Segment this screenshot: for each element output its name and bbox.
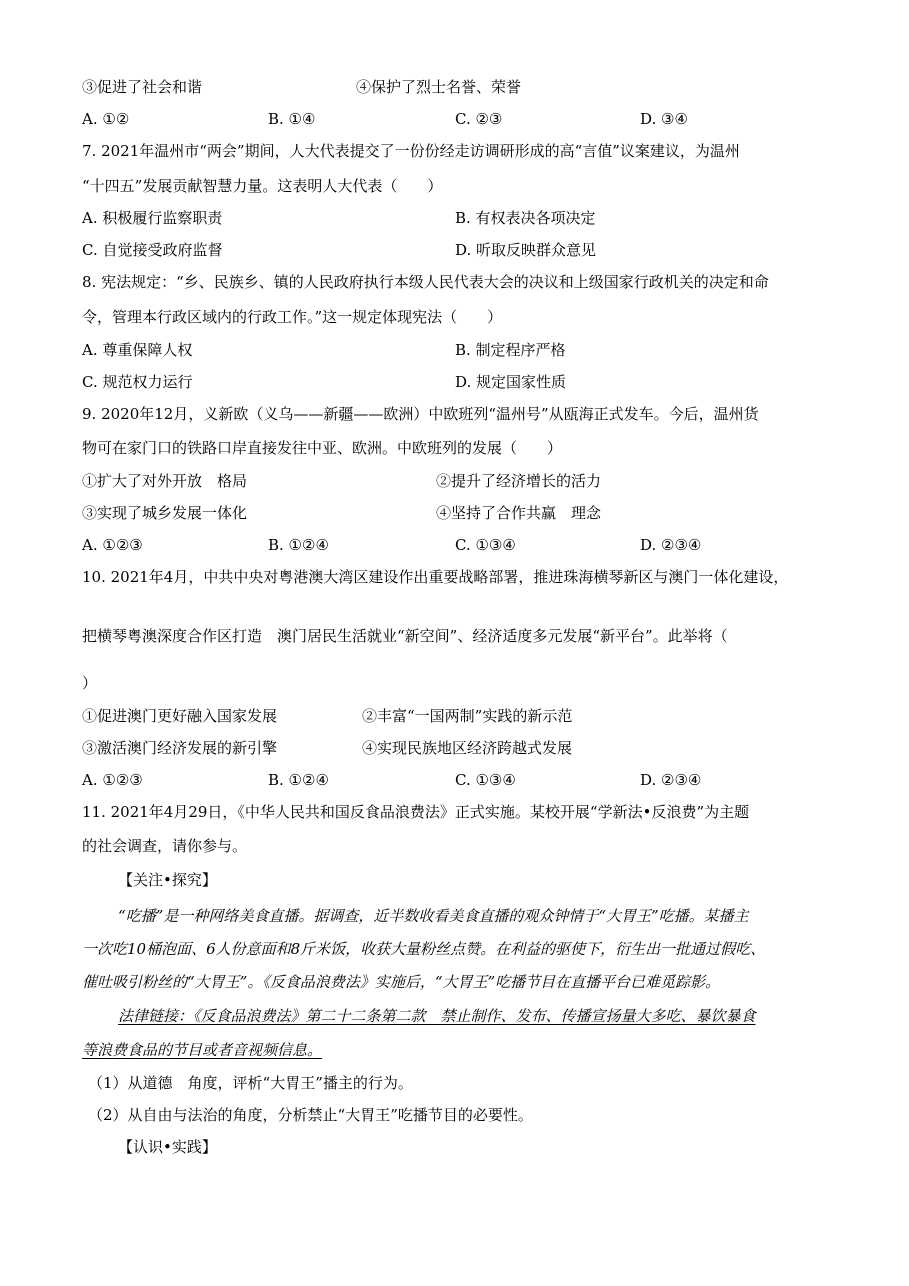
q10-option-3: ③激活澳门经济发展的新引擎 [82,739,278,757]
q8-choice-b: B. 制定程序严格 [455,341,566,359]
q8-choice-a: A. 尊重保障人权 [82,341,193,359]
q7-choice-b: B. 有权表决各项决定 [455,209,596,227]
q9-choice-d: D. ②③④ [640,536,702,554]
prev-choice-a: A. ①② [82,110,130,128]
q11-subquestion-2: （2）从自由与法治的角度，分析禁止“大胃王”吃播节目的必要性。 [88,1106,533,1124]
q9-choice-a: A. ①②③ [82,536,143,554]
q10-choice-a: A. ①②③ [82,771,143,789]
q9-choice-b: B. ①②④ [268,536,329,554]
q8-stem-line1: 8. 宪法规定：“乡、民族乡、镇的人民政府执行本级人民代表大会的决议和上级国家行政机关的决定和命 [82,273,769,291]
q7-choice-c: C. 自觉接受政府监督 [82,241,223,259]
q10-choice-b: B. ①②④ [268,771,329,789]
q9-stem-line1: 9. 2020年12月，义新欧（义乌——新疆——欧洲）中欧班列“温州号”从瓯海正式发车。今后，温州货 [82,405,759,423]
q10-choice-c: C. ①③④ [455,771,516,789]
q11-material-line3: 催吐吸引粉丝的“大胃王”。《反食品浪费法》实施后，“大胃王”吃播节目在直播平台已难觅踪影。 [82,973,721,991]
q7-stem-line2: “十四五”发展贡献智慧力量。这表明人大代表（ ） [82,177,443,195]
q8-choice-c: C. 规范权力运行 [82,373,193,391]
q11-stem-line1: 11. 2021年4月29日，《中华人民共和国反食品浪费法》正式实施。某校开展“学新法•反浪费”为主题 [82,803,750,821]
q7-stem-line1: 7. 2021年温州市“两会”期间，人大代表提交了一份份经走访调研形成的高“言值”议案建议，为温州 [82,142,740,160]
prev-choice-d: D. ③④ [640,110,688,128]
prev-choice-b: B. ①④ [268,110,316,128]
q11-stem-line2: 的社会调查，请你参与。 [82,837,248,855]
q10-stem-line1: 10. 2021年4月，中共中央对粤港澳大湾区建设作出重要战略部署，推进珠海横琴新区与澳门一体化建设， [82,568,789,586]
q9-option-4: ④坚持了合作共赢 理念 [436,504,602,522]
q8-choice-d: D. 规定国家性质 [455,373,567,391]
q10-stem-line2: 把横琴粤澳深度合作区打造 澳门居民生活就业“新空间”、经济适度多元发展“新平台”。此举将（ [82,627,728,645]
q10-stem-line3: ） [82,674,98,692]
q9-choice-c: C. ①③④ [455,536,516,554]
q7-choice-d: D. 听取反映群众意见 [455,241,597,259]
prev-option-3: ③促进了社会和谐 [82,78,203,96]
q10-choice-d: D. ②③④ [640,771,702,789]
q10-option-1: ①促进澳门更好融入国家发展 [82,707,278,725]
q11-law-link-line1: 法律链接：《反食品浪费法》第二十二条第二款 禁止制作、发布、传播宣扬量大多吃、暴饮暴食 [118,1007,756,1025]
q7-choice-a: A. 积极履行监察职责 [82,209,223,227]
q11-material-line2: 一次吃10桶泡面、6人份意面和8斤米饭，收获大量粉丝点赞。在利益的驱使下，衍生出一批通过假吃、 [82,940,766,958]
prev-option-4: ④保护了烈士名誉、荣誉 [356,78,522,96]
q10-option-4: ④实现民族地区经济跨越式发展 [362,739,573,757]
prev-choice-c: C. ②③ [455,110,503,128]
q11-law-link-line2: 等浪费食品的节目或者音视频信息。 [82,1041,323,1059]
q11-material-line1: “吃播”是一种网络美食直播。据调查，近半数收看美食直播的观众钟情于“大胃王”吃播。某播主 [118,907,749,925]
q8-stem-line2: 令，管理本行政区域内的行政工作。”这一规定体现宪法（ ） [82,308,503,326]
q10-option-2: ②丰富“一国两制”实践的新示范 [362,707,573,725]
q9-option-3: ③实现了城乡发展一体化 [82,504,248,522]
q9-option-1: ①扩大了对外开放 格局 [82,472,248,490]
q11-subquestion-1: （1）从道德 角度，评析“大胃王”播主的行为。 [88,1074,413,1092]
q11-section-heading-1: 【关注•探究】 [118,871,217,889]
q11-section-heading-2: 【认识•实践】 [118,1138,217,1156]
q9-option-2: ②提升了经济增长的活力 [436,472,602,490]
q9-stem-line2: 物可在家门口的铁路口岸直接发往中亚、欧洲。中欧班列的发展（ ） [82,439,563,457]
